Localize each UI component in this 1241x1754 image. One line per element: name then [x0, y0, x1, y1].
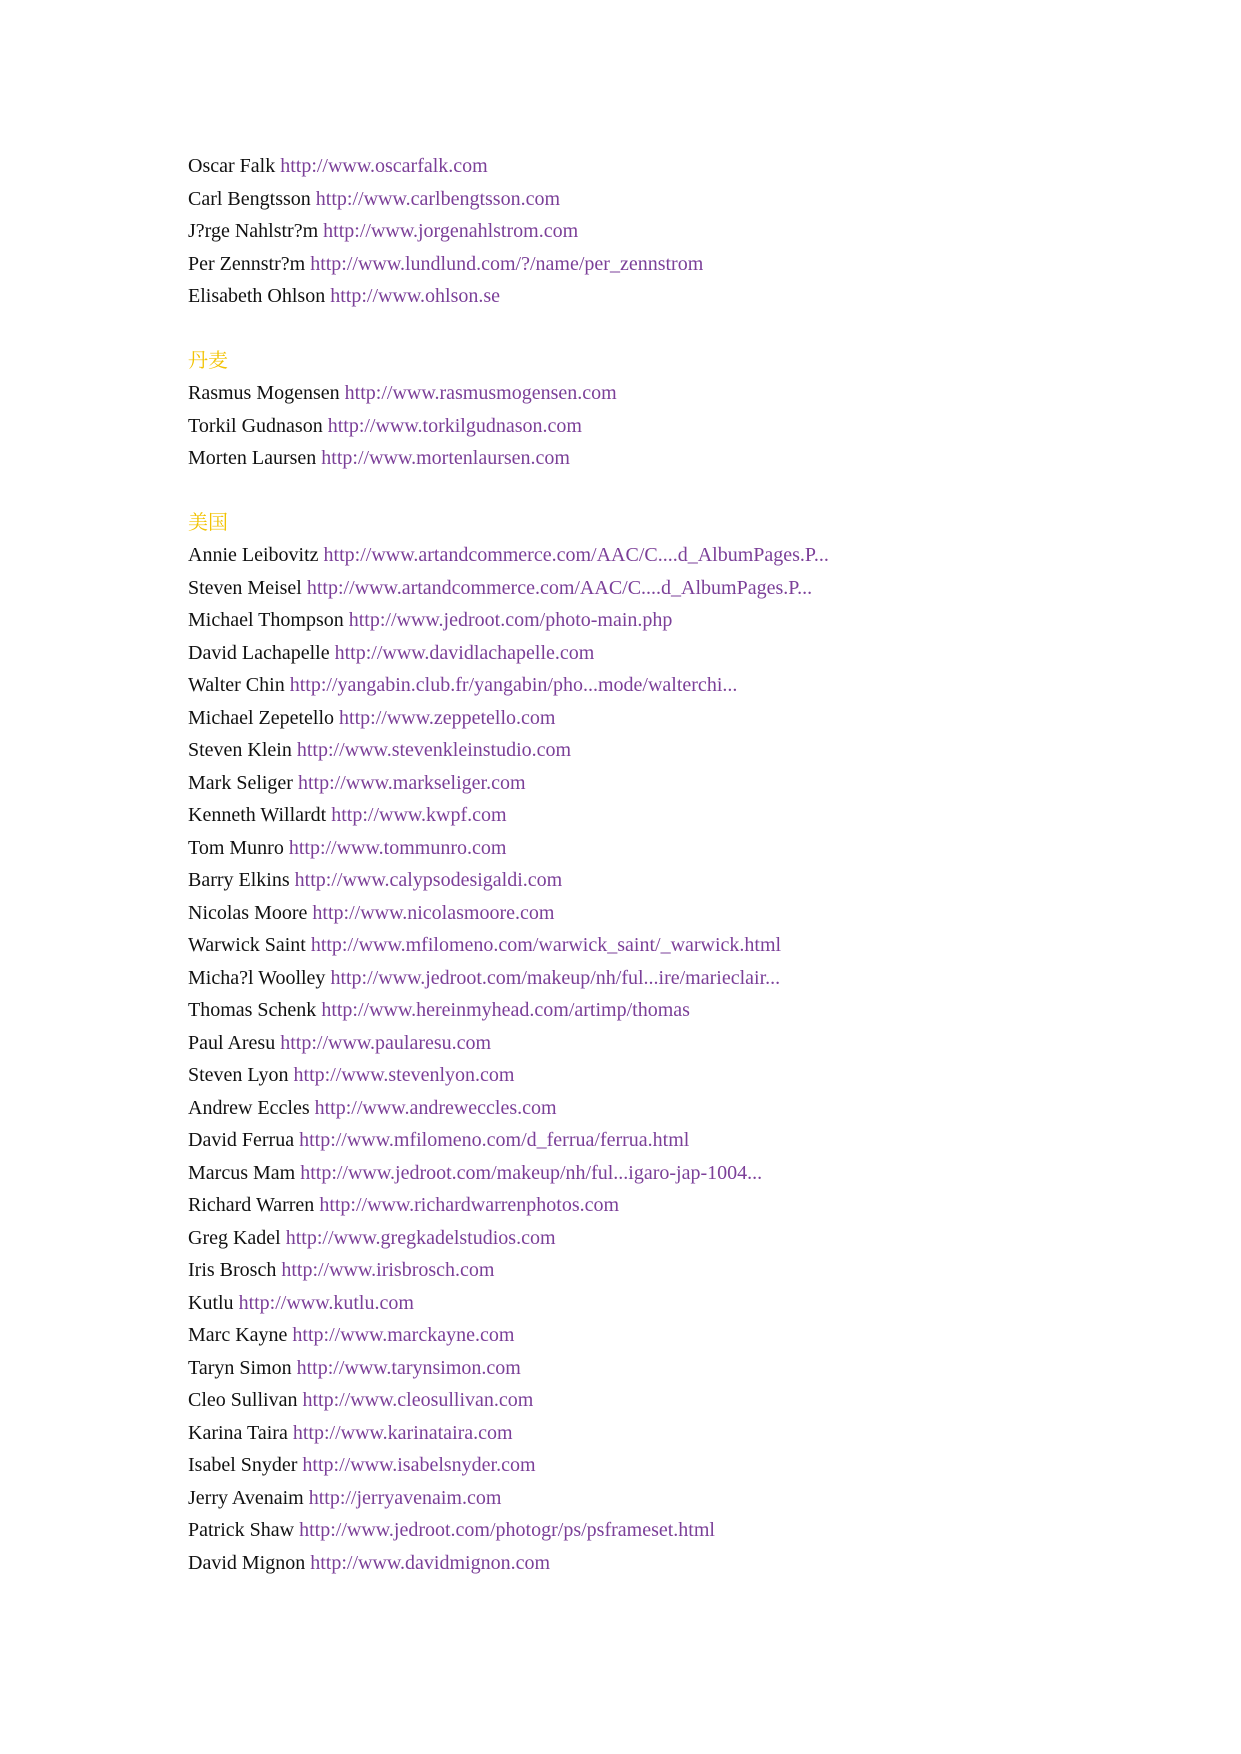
- website-link[interactable]: http://www.jedroot.com/makeup/nh/ful...igaro-jap-1004...: [300, 1161, 763, 1184]
- list-item: [188, 702, 1188, 735]
- list-item: [188, 832, 1188, 865]
- website-link[interactable]: http://www.cleosullivan.com: [302, 1389, 534, 1411]
- website-link[interactable]: http://www.jedroot.com/photo-main.php: [348, 609, 673, 631]
- photographer-name: Steven Meisel: [188, 576, 302, 599]
- section-heading: 美国: [188, 511, 228, 534]
- photographer-name: Tom Munro: [188, 836, 284, 859]
- website-link[interactable]: http://www.mortenlaursen.com: [321, 447, 570, 469]
- list-item: [188, 1059, 1188, 1092]
- photographer-name: Oscar Falk: [188, 155, 276, 177]
- list-item: [188, 637, 1188, 670]
- website-link[interactable]: http://www.isabelsnyder.com: [302, 1454, 536, 1476]
- photographer-name: Patrick Shaw: [188, 1519, 295, 1541]
- photographer-name: Isabel Snyder: [188, 1454, 298, 1476]
- list-item: [188, 799, 1188, 832]
- website-link[interactable]: http://www.karinataira.com: [292, 1421, 513, 1444]
- website-link[interactable]: http://www.jedroot.com/makeup/nh/ful...ire/marieclair...: [330, 966, 781, 989]
- photographer-name: Annie Leibovitz: [188, 544, 319, 566]
- photographer-name: Torkil Gudnason: [188, 414, 323, 437]
- photographer-name: Steven Klein: [188, 739, 292, 761]
- list-item: [188, 1189, 1188, 1222]
- photographer-name: Morten Laursen: [188, 447, 317, 469]
- website-link[interactable]: http://jerryavenaim.com: [308, 1486, 502, 1509]
- photographer-name: Richard Warren: [188, 1194, 315, 1216]
- list-item: [188, 1352, 1188, 1385]
- photographer-name: Cleo Sullivan: [188, 1389, 298, 1411]
- website-link[interactable]: http://www.markseliger.com: [297, 771, 526, 794]
- website-link[interactable]: http://www.kwpf.com: [331, 804, 507, 826]
- photographer-name: Per Zennstr?m: [188, 252, 306, 275]
- list-item: [188, 767, 1188, 800]
- list-item: [188, 1384, 1188, 1417]
- website-link[interactable]: http://www.torkilgudnason.com: [327, 414, 582, 437]
- website-link[interactable]: http://www.stevenlyon.com: [293, 1064, 515, 1086]
- photographer-name: Michael Zepetello: [188, 706, 335, 729]
- website-link[interactable]: http://www.richardwarrenphotos.com: [319, 1194, 620, 1216]
- website-link[interactable]: http://www.oscarfalk.com: [280, 155, 488, 177]
- list-item: [188, 1092, 1188, 1125]
- photographer-name: Elisabeth Ohlson: [188, 285, 326, 307]
- website-link[interactable]: http://www.marckayne.com: [292, 1324, 515, 1346]
- photographer-name: Iris Brosch: [188, 1259, 277, 1281]
- website-link[interactable]: http://www.andreweccles.com: [314, 1096, 557, 1119]
- photographer-name: Warwick Saint: [188, 934, 306, 956]
- photographer-name: Michael Thompson: [188, 609, 344, 631]
- list-item: [188, 1319, 1188, 1352]
- section-heading: 丹麦: [188, 349, 228, 372]
- photographer-name: Nicolas Moore: [188, 901, 308, 924]
- list-item: [188, 442, 1188, 475]
- website-link[interactable]: http://www.zeppetello.com: [339, 706, 556, 729]
- list-item: [188, 1124, 1188, 1157]
- list-item: [188, 1254, 1188, 1287]
- list-item: [188, 572, 1188, 605]
- photographer-name: Kenneth Willardt: [188, 804, 327, 826]
- photographer-name: David Mignon: [188, 1551, 306, 1574]
- website-link[interactable]: http://www.artandcommerce.com/AAC/C....d_AlbumPages.P...: [323, 544, 829, 566]
- photographer-name: David Lachapelle: [188, 641, 330, 664]
- website-link[interactable]: http://www.rasmusmogensen.com: [344, 382, 617, 404]
- list-item: [188, 1222, 1188, 1255]
- website-link[interactable]: http://www.jorgenahlstrom.com: [323, 220, 579, 242]
- website-link[interactable]: http://www.jedroot.com/photogr/ps/psframeset.html: [299, 1519, 715, 1541]
- photographer-section: [188, 507, 1188, 1580]
- photographer-name: J?rge Nahlstr?m: [188, 220, 319, 242]
- photographer-name: Thomas Schenk: [188, 999, 317, 1021]
- website-link[interactable]: http://www.paularesu.com: [280, 1031, 492, 1054]
- photographer-name: Jerry Avenaim: [188, 1486, 304, 1509]
- list-item: [188, 1287, 1188, 1320]
- list-item: [188, 734, 1188, 767]
- photographer-name: Rasmus Mogensen: [188, 382, 340, 404]
- list-item: [188, 1547, 1188, 1580]
- website-link[interactable]: http://www.irisbrosch.com: [281, 1259, 495, 1281]
- list-item: [188, 280, 1188, 313]
- website-link[interactable]: http://www.calypsodesigaldi.com: [294, 869, 563, 891]
- list-item: [188, 669, 1188, 702]
- list-item: [188, 539, 1188, 572]
- photographer-name: Andrew Eccles: [188, 1096, 310, 1119]
- list-item: [188, 864, 1188, 897]
- website-link[interactable]: http://www.tommunro.com: [288, 836, 507, 859]
- photographer-section: [188, 150, 1188, 313]
- website-link[interactable]: http://www.carlbengtsson.com: [315, 187, 560, 210]
- list-item: [188, 183, 1188, 216]
- photographer-name: Karina Taira: [188, 1421, 288, 1444]
- photographer-name: Barry Elkins: [188, 869, 290, 891]
- photographer-name: Marcus Mam: [188, 1161, 296, 1184]
- website-link[interactable]: http://www.gregkadelstudios.com: [285, 1226, 556, 1249]
- photographer-name: David Ferrua: [188, 1129, 295, 1151]
- list-item: [188, 1027, 1188, 1060]
- website-link[interactable]: http://www.mfilomeno.com/d_ferrua/ferrua.html: [299, 1129, 690, 1151]
- list-item: [188, 1482, 1188, 1515]
- list-item: [188, 994, 1188, 1027]
- photographer-name: Steven Lyon: [188, 1064, 289, 1086]
- list-item: [188, 929, 1188, 962]
- photographer-name: Carl Bengtsson: [188, 187, 311, 210]
- list-item: [188, 1417, 1188, 1450]
- list-item: [188, 1514, 1188, 1547]
- photographer-name: Micha?l Woolley: [188, 966, 326, 989]
- website-link[interactable]: http://www.stevenkleinstudio.com: [296, 739, 572, 761]
- website-link[interactable]: http://www.tarynsimon.com: [296, 1356, 521, 1379]
- website-link[interactable]: http://www.hereinmyhead.com/artimp/thomas: [321, 999, 690, 1021]
- list-item: [188, 215, 1188, 248]
- list-item: [188, 377, 1188, 410]
- website-link[interactable]: http://www.kutlu.com: [238, 1291, 414, 1314]
- website-link[interactable]: http://www.lundlund.com/?/name/per_zennstrom: [310, 252, 704, 275]
- photographer-name: Taryn Simon: [188, 1356, 292, 1379]
- list-item: [188, 1449, 1188, 1482]
- list-item: [188, 248, 1188, 281]
- list-item: [188, 897, 1188, 930]
- website-link[interactable]: http://www.mfilomeno.com/warwick_saint/_warwick.html: [310, 934, 782, 956]
- photographer-name: Paul Aresu: [188, 1031, 276, 1054]
- list-item: [188, 604, 1188, 637]
- website-link[interactable]: http://yangabin.club.fr/yangabin/pho...mode/walterchi...: [289, 674, 738, 696]
- list-item: [188, 410, 1188, 443]
- website-link[interactable]: http://www.davidmignon.com: [310, 1551, 551, 1574]
- list-item: [188, 962, 1188, 995]
- website-link[interactable]: http://www.artandcommerce.com/AAC/C....d_AlbumPages.P...: [306, 576, 813, 599]
- list-item: [188, 1157, 1188, 1190]
- photographer-name: Mark Seliger: [188, 771, 293, 794]
- website-link[interactable]: http://www.ohlson.se: [330, 285, 501, 307]
- document-page: [188, 150, 1188, 1579]
- photographer-section: [188, 345, 1188, 475]
- photographer-name: Greg Kadel: [188, 1226, 281, 1249]
- photographer-name: Kutlu: [188, 1291, 234, 1314]
- photographer-name: Marc Kayne: [188, 1324, 288, 1346]
- website-link[interactable]: http://www.davidlachapelle.com: [334, 641, 595, 664]
- list-item: [188, 150, 1188, 183]
- website-link[interactable]: http://www.nicolasmoore.com: [312, 901, 555, 924]
- photographer-name: Walter Chin: [188, 674, 285, 696]
